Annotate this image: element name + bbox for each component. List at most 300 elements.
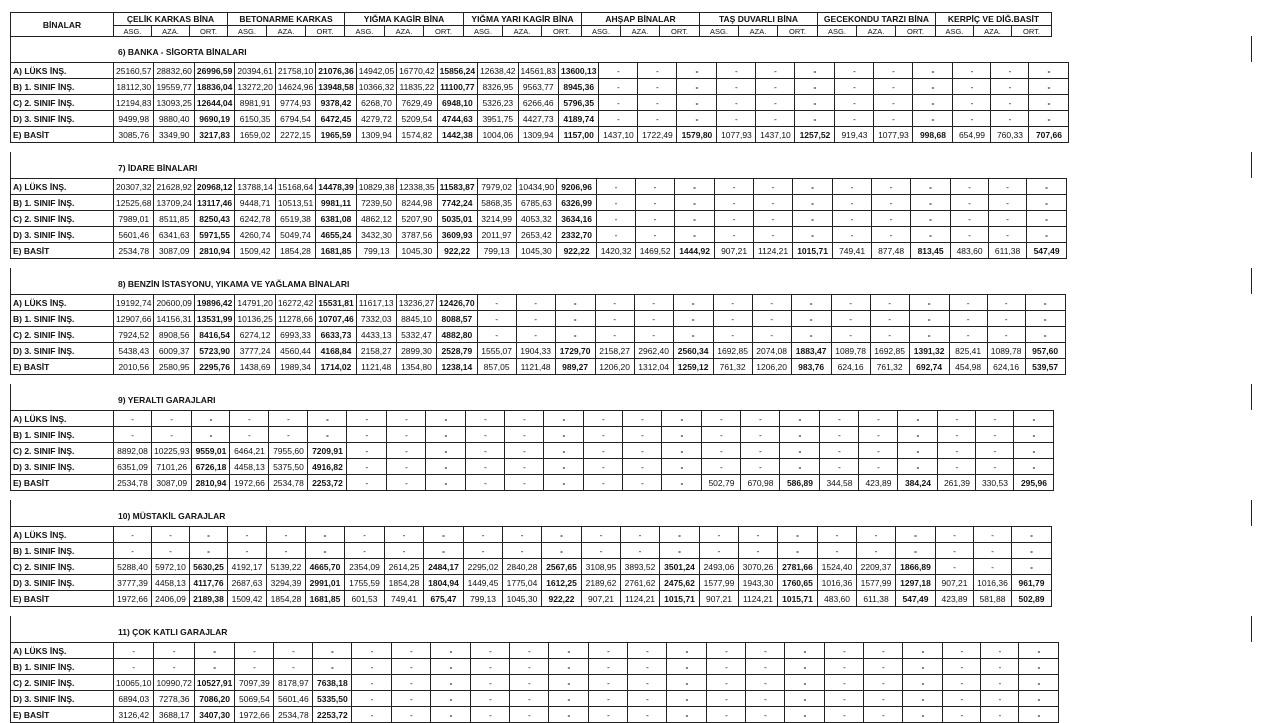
row-label: B) 1. SINIF İNŞ. <box>11 79 114 95</box>
value-cell: 8326,95 <box>478 79 518 95</box>
value-cell: - <box>274 659 313 675</box>
value-cell: 611,38 <box>989 243 1027 259</box>
value-cell: - <box>431 643 471 659</box>
row-label: B) 1. SINIF İNŞ. <box>11 543 114 559</box>
value-cell: 5139,22 <box>267 559 306 575</box>
value-cell: - <box>896 527 936 543</box>
value-cell: - <box>951 195 989 211</box>
section-table <box>10 410 1054 491</box>
value-cell: 6381,08 <box>316 211 356 227</box>
value-cell: - <box>1014 427 1054 443</box>
value-cell: 1577,99 <box>857 575 896 591</box>
value-cell: 2272,15 <box>275 127 315 143</box>
value-cell: 9880,40 <box>154 111 194 127</box>
value-cell: - <box>152 543 190 559</box>
value-cell: 4882,80 <box>437 327 477 343</box>
section-table <box>10 62 1069 143</box>
value-cell: 1659,02 <box>235 127 275 143</box>
value-cell: - <box>597 195 636 211</box>
row-label: C) 2. SINIF İNŞ. <box>11 675 114 691</box>
value-cell: 20600,09 <box>154 295 194 311</box>
value-cell: - <box>667 691 707 707</box>
value-cell: - <box>595 295 634 311</box>
value-cell: 9563,77 <box>518 79 558 95</box>
value-cell: 1238,14 <box>437 359 477 375</box>
value-cell: - <box>713 327 752 343</box>
row-label: E) BASİT <box>11 243 114 259</box>
value-cell: 1729,70 <box>555 343 595 359</box>
value-cell: 3214,99 <box>477 211 516 227</box>
value-cell: - <box>874 63 913 79</box>
sub-header: ORT. <box>542 26 582 37</box>
value-cell: 1015,71 <box>793 243 833 259</box>
value-cell: - <box>756 79 795 95</box>
value-cell: 2687,63 <box>228 575 267 591</box>
value-cell: 26996,59 <box>194 63 234 79</box>
value-cell: 21628,92 <box>154 179 194 195</box>
value-cell: - <box>114 427 152 443</box>
value-cell: - <box>308 411 347 427</box>
value-cell: - <box>192 411 230 427</box>
value-cell: 799,13 <box>356 243 396 259</box>
value-cell: - <box>114 659 154 675</box>
value-cell: 14791,20 <box>235 295 275 311</box>
value-cell: 8244,98 <box>397 195 437 211</box>
value-cell: - <box>306 543 345 559</box>
value-cell: 813,45 <box>911 243 951 259</box>
value-cell: - <box>1019 707 1059 723</box>
value-cell: 7955,60 <box>269 443 308 459</box>
sub-header: ASG. <box>936 26 974 37</box>
value-cell: - <box>707 643 746 659</box>
value-cell: 18112,30 <box>114 79 154 95</box>
value-cell: 20307,32 <box>114 179 154 195</box>
value-cell: - <box>756 63 795 79</box>
value-cell: 1760,65 <box>778 575 818 591</box>
value-cell: - <box>544 443 584 459</box>
value-cell: 749,41 <box>833 243 872 259</box>
value-cell: - <box>991 95 1029 111</box>
value-cell: 4427,73 <box>518 111 558 127</box>
value-cell: 1309,94 <box>518 127 558 143</box>
value-cell: - <box>675 179 715 195</box>
value-cell: 2810,94 <box>192 475 230 491</box>
value-cell: 1574,82 <box>397 127 437 143</box>
value-cell: 4458,13 <box>152 575 190 591</box>
section-title: 7) İDARE BİNALARI <box>118 163 198 173</box>
section-title: 10) MÜSTAKİL GARAJLAR <box>118 511 226 521</box>
value-cell: 3609,93 <box>437 227 477 243</box>
value-cell: 6993,33 <box>275 327 315 343</box>
value-cell: 1016,36 <box>974 575 1012 591</box>
value-cell: - <box>859 459 898 475</box>
value-cell: - <box>595 311 634 327</box>
value-cell: - <box>896 543 936 559</box>
value-cell: - <box>662 411 702 427</box>
value-cell: - <box>936 527 974 543</box>
value-cell: - <box>549 707 589 723</box>
value-cell: 1775,04 <box>503 575 542 591</box>
value-cell: 3688,17 <box>154 707 194 723</box>
value-cell: 3294,39 <box>267 575 306 591</box>
value-cell: 6464,21 <box>230 443 269 459</box>
value-cell: 5601,46 <box>274 691 313 707</box>
value-cell: - <box>913 111 953 127</box>
value-cell: 1965,59 <box>316 127 356 143</box>
row-label: E) BASİT <box>11 475 114 491</box>
value-cell: 2158,27 <box>356 343 396 359</box>
value-cell: 5972,10 <box>152 559 190 575</box>
value-cell: - <box>953 79 991 95</box>
sub-header: ASG. <box>114 26 152 37</box>
value-cell: - <box>987 327 1025 343</box>
value-cell: - <box>1029 79 1069 95</box>
value-cell: - <box>464 543 503 559</box>
value-cell: - <box>1019 691 1059 707</box>
value-cell: - <box>544 427 584 443</box>
value-cell: - <box>746 659 785 675</box>
value-cell: - <box>628 643 667 659</box>
value-cell: 1972,66 <box>230 475 269 491</box>
value-cell: - <box>628 691 667 707</box>
group-header: TAŞ DUVARLI BİNA <box>700 13 818 26</box>
value-cell: 7629,49 <box>397 95 437 111</box>
value-cell: 1391,32 <box>909 343 949 359</box>
value-cell: - <box>628 659 667 675</box>
value-cell: 1089,78 <box>987 343 1025 359</box>
value-cell: - <box>791 311 831 327</box>
value-cell: 7086,20 <box>194 691 234 707</box>
value-cell: 8511,85 <box>154 211 194 227</box>
value-cell: - <box>544 411 584 427</box>
value-cell: - <box>752 327 791 343</box>
value-cell: 547,49 <box>896 591 936 607</box>
value-cell: 9206,96 <box>557 179 597 195</box>
value-cell: - <box>313 659 352 675</box>
value-cell: - <box>424 543 464 559</box>
value-cell: - <box>192 427 230 443</box>
table-row <box>11 311 1066 327</box>
sub-header: ASG. <box>818 26 857 37</box>
value-cell: - <box>194 643 234 659</box>
value-cell: - <box>981 643 1019 659</box>
group-header: ÇELİK KARKAS BİNA <box>114 13 228 26</box>
value-cell: 9981,11 <box>316 195 356 211</box>
value-cell: - <box>392 707 431 723</box>
value-cell: 707,66 <box>1029 127 1069 143</box>
value-cell: 4560,44 <box>275 343 315 359</box>
value-cell: 2899,30 <box>396 343 436 359</box>
value-cell: 760,33 <box>991 127 1029 143</box>
value-cell: 6326,99 <box>557 195 597 211</box>
value-cell: - <box>599 79 638 95</box>
value-cell: - <box>426 459 466 475</box>
table-row <box>11 79 1069 95</box>
value-cell: 1124,21 <box>754 243 793 259</box>
value-cell: 1972,66 <box>235 707 274 723</box>
value-cell: 1157,00 <box>558 127 598 143</box>
value-cell: 799,13 <box>464 591 503 607</box>
value-cell: - <box>660 527 700 543</box>
value-cell: - <box>595 327 634 343</box>
value-cell: 5035,01 <box>437 211 477 227</box>
value-cell: - <box>780 459 820 475</box>
value-cell: 3407,30 <box>194 707 234 723</box>
value-cell: 1722,49 <box>638 127 677 143</box>
value-cell: - <box>974 543 1012 559</box>
value-cell: 1438,69 <box>235 359 275 375</box>
value-cell: 2158,27 <box>595 343 634 359</box>
value-cell: - <box>741 411 780 427</box>
value-cell: 5630,25 <box>190 559 228 575</box>
value-cell: 5207,90 <box>397 211 437 227</box>
value-cell: 2840,28 <box>503 559 542 575</box>
value-cell: - <box>1027 195 1067 211</box>
value-cell: 1692,85 <box>870 343 909 359</box>
value-cell: 1755,59 <box>345 575 385 591</box>
value-cell: - <box>820 427 859 443</box>
value-cell: 10065,10 <box>114 675 154 691</box>
value-cell: - <box>1012 559 1052 575</box>
row-label: A) LÜKS İNŞ. <box>11 411 114 427</box>
value-cell: - <box>477 295 516 311</box>
sub-header: ORT. <box>660 26 700 37</box>
value-cell: 3126,42 <box>114 707 154 723</box>
table-row <box>11 359 1066 375</box>
value-cell: - <box>746 691 785 707</box>
value-cell: 344,58 <box>820 475 859 491</box>
value-cell: 330,53 <box>976 475 1014 491</box>
table-row <box>11 643 1059 659</box>
value-cell: 2761,62 <box>621 575 660 591</box>
value-cell: 11278,66 <box>275 311 315 327</box>
value-cell: - <box>976 443 1014 459</box>
value-cell: 2253,72 <box>313 707 352 723</box>
value-cell: 13531,99 <box>194 311 234 327</box>
value-cell: 4117,76 <box>190 575 228 591</box>
value-cell: 624,16 <box>987 359 1025 375</box>
value-cell: - <box>636 195 675 211</box>
value-cell: - <box>981 675 1019 691</box>
value-cell: - <box>739 543 778 559</box>
value-cell: - <box>549 675 589 691</box>
value-cell: 539,57 <box>1025 359 1065 375</box>
value-cell: - <box>385 527 424 543</box>
value-cell: - <box>673 311 713 327</box>
table-row <box>11 343 1066 359</box>
sub-header: ORT. <box>778 26 818 37</box>
value-cell: - <box>347 443 387 459</box>
row-label: E) BASİT <box>11 359 114 375</box>
value-cell: - <box>267 527 306 543</box>
section-title: 11) ÇOK KATLI GARAJLAR <box>118 627 228 637</box>
value-cell: - <box>864 675 903 691</box>
value-cell: 1045,30 <box>516 243 556 259</box>
value-cell: - <box>991 111 1029 127</box>
value-cell: - <box>943 659 981 675</box>
value-cell: - <box>833 211 872 227</box>
value-cell: - <box>634 295 673 311</box>
value-cell: - <box>638 95 677 111</box>
value-cell: - <box>230 427 269 443</box>
value-cell: - <box>1012 527 1052 543</box>
value-cell: 6794,54 <box>275 111 315 127</box>
value-cell: - <box>835 79 874 95</box>
value-cell: - <box>352 675 392 691</box>
value-cell: - <box>466 427 505 443</box>
value-cell: - <box>466 443 505 459</box>
value-cell: - <box>274 643 313 659</box>
value-cell: 1121,48 <box>356 359 396 375</box>
value-cell: - <box>702 427 741 443</box>
value-cell: - <box>793 211 833 227</box>
value-cell: 5375,50 <box>269 459 308 475</box>
column-header-table <box>10 12 1052 37</box>
value-cell: - <box>345 527 385 543</box>
table-row <box>11 227 1067 243</box>
value-cell: - <box>235 643 274 659</box>
value-cell: - <box>638 111 677 127</box>
value-cell: - <box>542 527 582 543</box>
value-cell: 2484,17 <box>424 559 464 575</box>
table-row <box>11 675 1059 691</box>
value-cell: - <box>114 543 152 559</box>
value-cell: 1444,92 <box>675 243 715 259</box>
value-cell: 13117,46 <box>194 195 234 211</box>
value-cell: - <box>549 691 589 707</box>
value-cell: 7278,36 <box>154 691 194 707</box>
sub-header: AZA. <box>857 26 896 37</box>
value-cell: - <box>426 475 466 491</box>
value-cell: 6472,45 <box>316 111 356 127</box>
value-cell: - <box>741 427 780 443</box>
value-cell: 9559,01 <box>192 443 230 459</box>
value-cell: 2580,95 <box>154 359 194 375</box>
value-cell: - <box>795 63 835 79</box>
value-cell: - <box>505 427 544 443</box>
value-cell: 423,89 <box>936 591 974 607</box>
value-cell: - <box>756 111 795 127</box>
value-cell: - <box>352 691 392 707</box>
value-cell: 675,47 <box>424 591 464 607</box>
table-row <box>11 411 1054 427</box>
value-cell: 13709,24 <box>154 195 194 211</box>
value-cell: - <box>909 311 949 327</box>
value-cell: 8945,36 <box>558 79 598 95</box>
value-cell: 6519,38 <box>275 211 315 227</box>
value-cell: - <box>431 691 471 707</box>
value-cell: - <box>795 111 835 127</box>
value-cell: - <box>152 427 192 443</box>
value-cell: - <box>505 443 544 459</box>
value-cell: - <box>864 643 903 659</box>
value-cell: - <box>662 443 702 459</box>
value-cell: - <box>835 95 874 111</box>
value-cell: 28832,60 <box>154 63 194 79</box>
value-cell: - <box>623 475 662 491</box>
value-cell: - <box>864 707 903 723</box>
group-header: KERPİÇ VE DİĞ.BASİT <box>936 13 1052 26</box>
value-cell: 12426,70 <box>437 295 477 311</box>
value-cell: - <box>387 443 426 459</box>
value-cell: - <box>791 295 831 311</box>
sub-header: AZA. <box>152 26 190 37</box>
value-cell: 19192,74 <box>114 295 154 311</box>
value-cell: 5601,46 <box>114 227 154 243</box>
value-cell: - <box>870 295 909 311</box>
value-cell: 2011,97 <box>477 227 516 243</box>
value-cell: - <box>1019 675 1059 691</box>
value-cell: - <box>898 459 938 475</box>
value-cell: - <box>1027 179 1067 195</box>
value-cell: - <box>754 227 793 243</box>
value-cell: 5335,50 <box>313 691 352 707</box>
value-cell: 502,89 <box>1012 591 1052 607</box>
section-title: 6) BANKA - SİGORTA BİNALARI <box>118 47 247 57</box>
value-cell: - <box>702 459 741 475</box>
value-cell: 13600,13 <box>558 63 598 79</box>
value-cell: - <box>953 63 991 79</box>
value-cell: - <box>392 691 431 707</box>
sub-header: ORT. <box>424 26 464 37</box>
value-cell: - <box>991 63 1029 79</box>
value-cell: 13272,20 <box>235 79 275 95</box>
value-cell: - <box>793 179 833 195</box>
value-cell: - <box>981 691 1019 707</box>
value-cell: - <box>503 527 542 543</box>
value-cell: 2560,34 <box>673 343 713 359</box>
value-cell: - <box>597 179 636 195</box>
value-cell: 1259,12 <box>673 359 713 375</box>
value-cell: 692,74 <box>909 359 949 375</box>
value-cell: - <box>825 659 864 675</box>
value-cell: - <box>471 707 510 723</box>
sub-header: AZA. <box>503 26 542 37</box>
value-cell: 1016,36 <box>818 575 857 591</box>
value-cell: - <box>938 443 976 459</box>
value-cell: - <box>976 411 1014 427</box>
value-cell: - <box>835 111 874 127</box>
value-cell: 5438,43 <box>114 343 154 359</box>
value-cell: 11835,22 <box>397 79 437 95</box>
value-cell: - <box>780 411 820 427</box>
row-label: D) 3. SINIF İNŞ. <box>11 459 114 475</box>
value-cell: - <box>903 691 943 707</box>
value-cell: - <box>903 675 943 691</box>
table-row <box>11 427 1054 443</box>
value-cell: 907,21 <box>700 591 739 607</box>
value-cell: 989,27 <box>555 359 595 375</box>
value-cell: - <box>870 327 909 343</box>
value-cell: 961,79 <box>1012 575 1052 591</box>
value-cell: - <box>190 543 228 559</box>
value-cell: 4260,74 <box>235 227 275 243</box>
value-cell: - <box>471 643 510 659</box>
value-cell: 547,49 <box>1027 243 1067 259</box>
value-cell: - <box>953 95 991 111</box>
value-cell: 11583,87 <box>437 179 477 195</box>
table-row <box>11 559 1052 575</box>
value-cell: 1297,18 <box>896 575 936 591</box>
value-cell: 586,89 <box>780 475 820 491</box>
value-cell: 1354,80 <box>396 359 436 375</box>
value-cell: 454,98 <box>949 359 987 375</box>
value-cell: - <box>987 295 1025 311</box>
value-cell: 5332,47 <box>396 327 436 343</box>
section-table <box>10 642 1059 723</box>
value-cell: - <box>597 227 636 243</box>
value-cell: - <box>870 311 909 327</box>
